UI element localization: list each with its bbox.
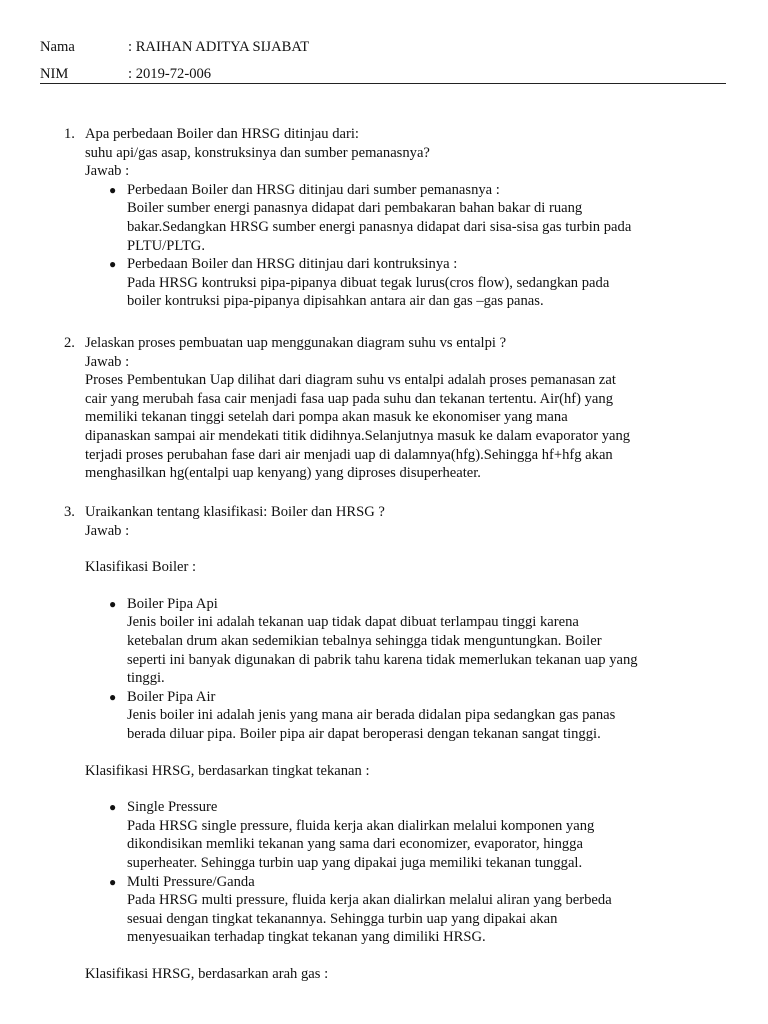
bullet-text: Pada HRSG single pressure, fluida kerja akan dialirkan melalui komponen yang — [127, 817, 595, 834]
answer-label: Jawab : — [85, 353, 130, 370]
bullet-text: superheater. Sehingga turbin uap yang dipakai juga memiliki tekanan tunggal. — [127, 854, 583, 871]
bullet-text: berada diluar pipa. Boiler pipa air dapat beroperasi dengan tekanan sangat tinggi. — [127, 725, 601, 742]
bullet-title: Perbedaan Boiler dan HRSG ditinjau dari sumber pemanasnya : — [127, 181, 500, 198]
answer-text: dipanaskan sampai air mendekati titik didihnya.Selanjutnya masuk ke dalam evaporator yang — [85, 427, 631, 444]
question-body — [85, 125, 730, 311]
name-value: : RAIHAN ADITYA SIJABAT — [128, 39, 310, 55]
bullet-text: seperti ini banyak digunakan di pabrik tahu karena tidak memerlukan tekanan uap yang — [127, 651, 638, 668]
nim-value: : 2019-72-006 — [128, 66, 212, 82]
section-heading: Klasifikasi HRSG, berdasarkan tingkat tekanan : — [85, 762, 370, 779]
bullet-icon: ● — [109, 800, 117, 815]
question-number: 1. — [64, 126, 75, 142]
bullet-item — [85, 595, 730, 688]
bullet-text: sesuai dengan tingkat tekanannya. Sehingga turbin uap yang dipakai akan — [127, 910, 558, 927]
bullet-icon: ● — [109, 596, 117, 611]
question-body — [85, 503, 730, 983]
name-label: Nama — [40, 39, 75, 55]
bullet-text: Jenis boiler ini adalah tekanan uap tidak dapat dibuat terlampau tinggi karena — [127, 614, 579, 631]
bullet-text: PLTU/PLTG. — [127, 237, 205, 254]
question-number: 3. — [64, 504, 75, 520]
bullet-icon: ● — [109, 874, 117, 889]
bullet-item — [85, 873, 730, 947]
bullet-item — [85, 255, 730, 311]
bullet-icon: ● — [109, 689, 117, 704]
bullet-text: Jenis boiler ini adalah jenis yang mana air berada didalan pipa sedangkan gas panas — [127, 707, 616, 724]
answer-text: Proses Pembentukan Uap dilihat dari diagram suhu vs entalpi adalah proses pemanasan zat — [85, 372, 616, 389]
bullet-text: Pada HRSG multi pressure, fluida kerja akan dialirkan melalui aliran yang berbeda — [127, 892, 612, 909]
bullet-text: Boiler sumber energi panasnya didapat dari pembakaran bahan bakar di ruang — [127, 200, 583, 217]
bullet-title: Boiler Pipa Air — [127, 688, 216, 705]
answer-label: Jawab : — [85, 163, 130, 180]
bullet-text: boiler kontruksi pipa-pipanya dipisahkan antara air dan gas –gas panas. — [127, 293, 544, 310]
question-text: Jelaskan proses pembuatan uap menggunakan diagram suhu vs entalpi ? — [85, 335, 507, 351]
answer-text: terjadi proses perubahan fase dari air menjadi uap di dalamnya(hfg).Sehingga hf+hfg akan — [85, 446, 613, 463]
bullet-text: menyesuaikan terhadap tingkat tekanan yang dimiliki HRSG. — [127, 929, 486, 946]
bullet-icon: ● — [109, 257, 117, 272]
bullet-item — [85, 688, 730, 744]
header-divider — [40, 83, 726, 84]
question-text: suhu api/gas asap, konstruksinya dan sumber pemanasnya? — [85, 144, 430, 161]
bullet-title: Boiler Pipa Api — [127, 595, 218, 612]
bullet-text: tinggi. — [127, 670, 165, 687]
nim-label: NIM — [40, 66, 69, 82]
answer-text: cair yang merubah fasa cair menjadi fasa uap pada suhu dan tekanan tertentu. Air(hf) yang — [85, 390, 613, 407]
question-text: Apa perbedaan Boiler dan HRSG ditinjau dari: — [85, 126, 359, 142]
bullet-title: Perbedaan Boiler dan HRSG ditinjau dari kontruksinya : — [127, 256, 458, 273]
bullet-title: Multi Pressure/Ganda — [127, 873, 255, 890]
answer-label: Jawab : — [85, 522, 130, 539]
bullet-text: dikondisikan memliki tekanan yang sama dari economizer, evaporator, hingga — [127, 836, 583, 853]
question-text: Uraikankan tentang klasifikasi: Boiler dan HRSG ? — [85, 504, 385, 520]
bullet-item — [85, 798, 730, 872]
question-body — [85, 334, 730, 483]
section-heading: Klasifikasi HRSG, berdasarkan arah gas : — [85, 965, 329, 982]
bullet-text: Pada HRSG kontruksi pipa-pipanya dibuat tegak lurus(cros flow), sedangkan pada — [127, 274, 610, 291]
section-heading: Klasifikasi Boiler : — [85, 559, 197, 576]
answer-text: menghasilkan hg(entalpi uap kenyang) yang diproses disuperheater. — [85, 465, 481, 482]
bullet-title: Single Pressure — [127, 799, 218, 816]
bullet-icon: ● — [109, 182, 117, 197]
bullet-text: bakar.Sedangkan HRSG sumber energi panasnya didapat dari sisa-sisa gas turbin pada — [127, 218, 632, 235]
question-number: 2. — [64, 335, 75, 351]
answer-text: memiliki tekanan tinggi setelah dari pompa akan masuk ke ekonomiser yang mana — [85, 409, 568, 426]
bullet-item — [85, 181, 730, 255]
bullet-text: ketebalan drum akan sedemikian tebalnya sehingga tidak menguntungkan. Boiler — [127, 632, 602, 649]
